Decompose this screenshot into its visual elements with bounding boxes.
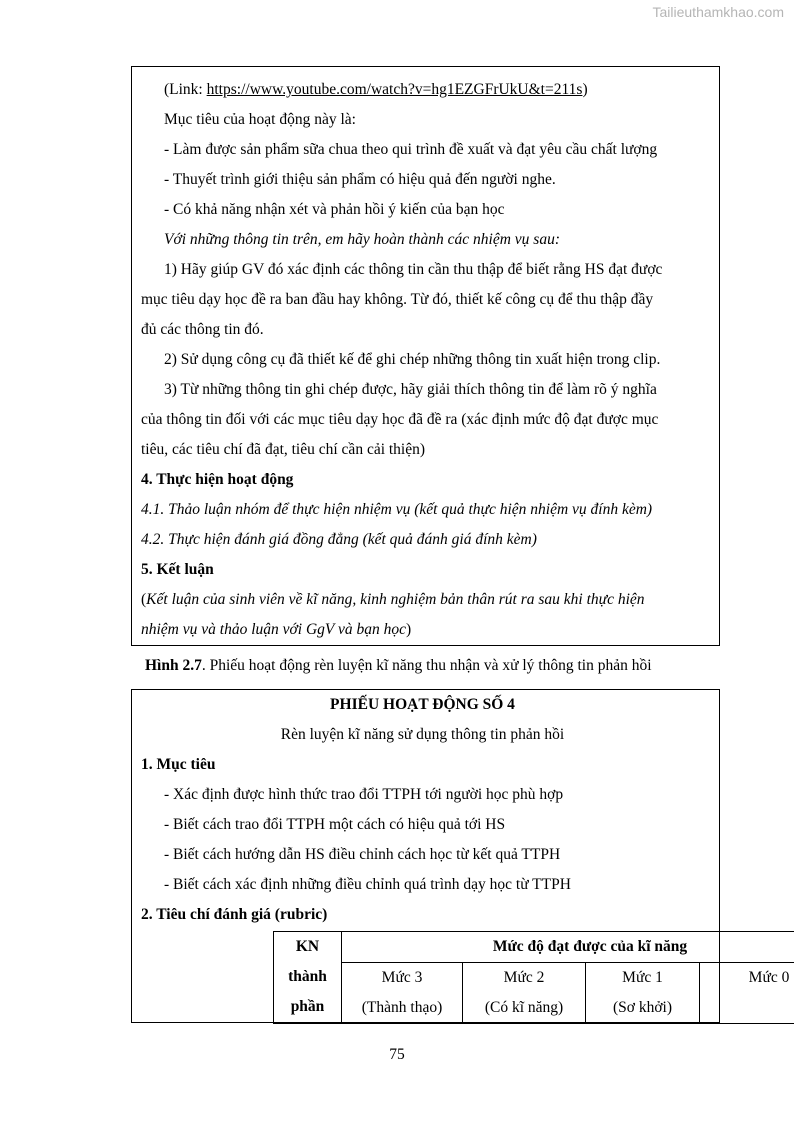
section-2-heading: 2. Tiêu chí đánh giá (rubric) (141, 906, 328, 923)
task-1-line: 1) Hãy giúp GV đó xác định các thông tin cần thu thập để biết rằng HS đạt được (164, 261, 663, 278)
video-link[interactable]: https://www.youtube.com/watch?v=hg1EZGFrUkU&t=211s (206, 81, 583, 98)
objective-item: - Biết cách hướng dẫn HS điều chỉnh cách học từ kết quả TTPH (164, 846, 561, 863)
objective-item: - Biết cách xác định những điều chỉnh quá trình dạy học từ TTPH (164, 876, 571, 893)
level-3-cell: Mức 3 (Thành thạo) (342, 963, 463, 1024)
skill-level-header: Mức độ đạt được của kĩ năng (342, 932, 794, 963)
level-1-cell: Mức 1 (Sơ khởi) (586, 963, 700, 1024)
level-2-cell: Mức 2 (Có kĩ năng) (463, 963, 586, 1024)
figure-caption: Hình 2.7. Phiếu hoạt động rèn luyện kĩ năng thu nhận và xử lý thông tin phản hồi (145, 657, 652, 674)
section-4-item: 4.1. Thảo luận nhóm để thực hiện nhiệm vụ (kết quả thực hiện nhiệm vụ đính kèm) (141, 501, 653, 518)
conclusion-line: (Kết luận của sinh viên về kĩ năng, kinh nghiệm bản thân rút ra sau khi thực hiện (141, 591, 645, 608)
sheet-title: PHIẾU HOẠT ĐỘNG SỐ 4 (330, 696, 515, 713)
section-4-item: 4.2. Thực hiện đánh giá đồng đẳng (kết quả đánh giá đính kèm) (141, 531, 537, 548)
objective-item: - Làm được sản phẩm sữa chua theo qui trình đề xuất và đạt yêu cầu chất lượng (164, 141, 658, 158)
sheet-subtitle: Rèn luyện kĩ năng sử dụng thông tin phản hồi (280, 726, 565, 743)
section-4-heading: 4. Thực hiện hoạt động (141, 471, 294, 488)
conclusion-line: nhiệm vụ và thảo luận với GgV và bạn học) (141, 621, 412, 638)
task-1-line: mục tiêu dạy học đề ra ban đầu hay không. Từ đó, thiết kế công cụ để thu thập đầy (141, 291, 654, 308)
objective-item: - Biết cách trao đổi TTPH một cách có hiệu quả tới HS (164, 816, 506, 833)
task-1-line: đủ các thông tin đó. (141, 321, 264, 338)
objective-item: - Xác định được hình thức trao đổi TTPH tới người học phù hợp (164, 786, 564, 803)
activity-sheet-4 (131, 689, 790, 1023)
task-2: 2) Sử dụng công cụ đã thiết kế để ghi chép những thông tin xuất hiện trong clip. (164, 351, 661, 368)
activity-box-continued (131, 66, 720, 646)
objective-item: - Có khả năng nhận xét và phản hồi ý kiến của bạn học (164, 201, 505, 218)
section-5-heading: 5. Kết luận (141, 561, 214, 578)
watermark: Tailieuthamkhao.com (652, 4, 784, 20)
rubric-table (273, 931, 794, 1024)
page-number: 75 (389, 1046, 405, 1063)
section-1-heading: 1. Mục tiêu (141, 756, 216, 773)
level-0-cell: Mức 0 (700, 963, 794, 1024)
task-intro: Với những thông tin trên, em hãy hoàn thành các nhiệm vụ sau: (164, 231, 560, 248)
kn-header-cell: KN thành phần (274, 932, 342, 1024)
objectives-intro: Mục tiêu của hoạt động này là: (164, 111, 356, 128)
video-link-line: (Link: https://www.youtube.com/watch?v=hg1EZGFrUkU&t=211s) (164, 81, 588, 98)
objective-item: - Thuyết trình giới thiệu sản phẩm có hiệu quả đến người nghe. (164, 171, 556, 188)
task-3-line: tiêu, các tiêu chí đã đạt, tiêu chí cần cải thiện) (141, 441, 426, 458)
task-3-line: 3) Từ những thông tin ghi chép được, hãy giải thích thông tin để làm rõ ý nghĩa (164, 381, 657, 398)
task-3-line: của thông tin đối với các mục tiêu dạy học đã đề ra (xác định mức độ đạt được mục (141, 411, 659, 428)
